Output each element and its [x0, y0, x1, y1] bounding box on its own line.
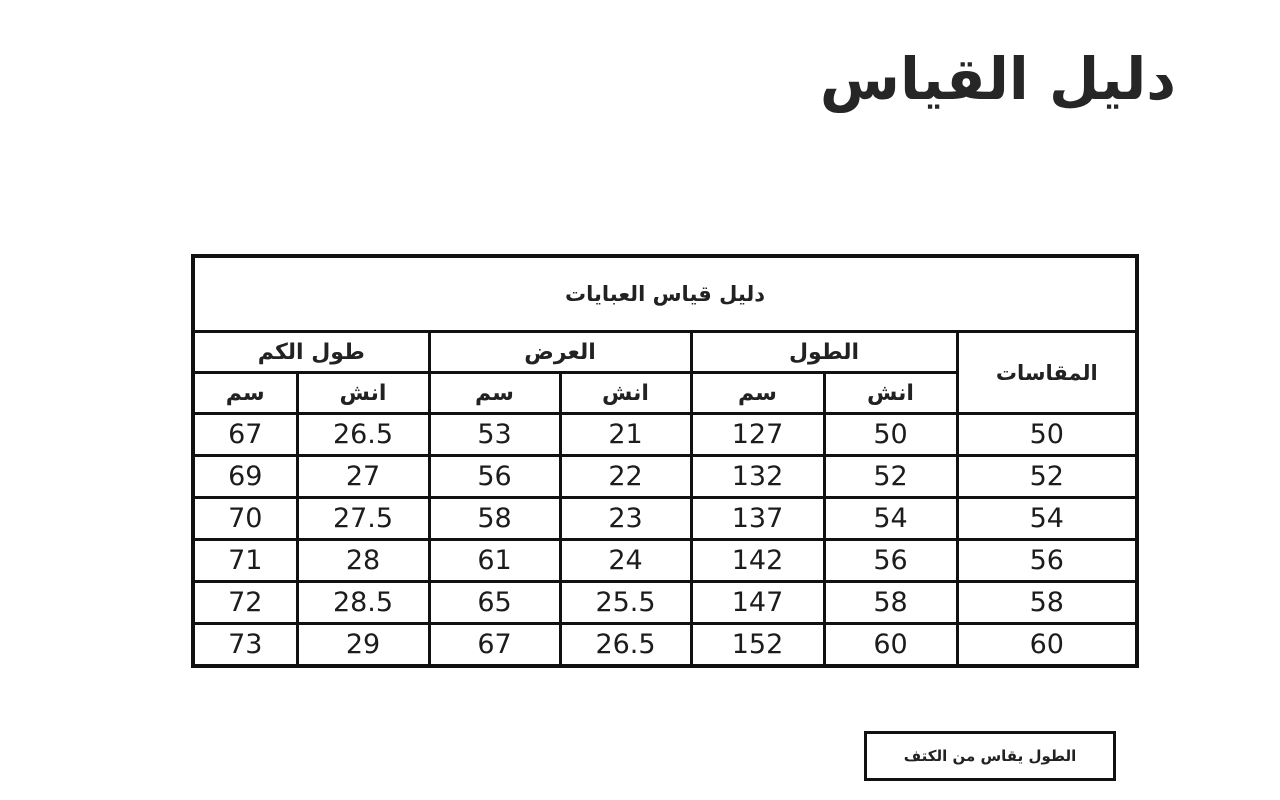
measurement-note: الطول يقاس من الكتف: [903, 747, 1077, 765]
header-sizes: المقاسات: [957, 332, 1137, 414]
unit-header-cm: سم: [193, 373, 297, 414]
length-cm-cell: 132: [691, 456, 824, 498]
width-cm-cell: 58: [429, 498, 560, 540]
sleeve-cm-cell: 69: [193, 456, 297, 498]
width-cm-cell: 65: [429, 582, 560, 624]
width-inch-cell: 24: [560, 540, 691, 582]
length-cm-cell: 142: [691, 540, 824, 582]
sleeve-inch-cell: 28: [297, 540, 429, 582]
size-cell: 52: [957, 456, 1137, 498]
table-row: [193, 624, 1137, 667]
measurement-note-box: [864, 731, 1116, 781]
sleeve-inch-cell: 27.5: [297, 498, 429, 540]
width-inch-cell: 26.5: [560, 624, 691, 667]
length-cm-cell: 147: [691, 582, 824, 624]
length-inch-cell: 56: [824, 540, 957, 582]
length-cm-cell: 137: [691, 498, 824, 540]
header-sleeve-length: طول الكم: [193, 332, 429, 373]
width-inch-cell: 22: [560, 456, 691, 498]
size-cell: 50: [957, 414, 1137, 456]
length-inch-cell: 52: [824, 456, 957, 498]
sleeve-cm-cell: 72: [193, 582, 297, 624]
unit-header-cm: سم: [429, 373, 560, 414]
length-inch-cell: 60: [824, 624, 957, 667]
length-inch-cell: 54: [824, 498, 957, 540]
size-cell: 56: [957, 540, 1137, 582]
width-cm-cell: 61: [429, 540, 560, 582]
sleeve-inch-cell: 28.5: [297, 582, 429, 624]
table-row: [193, 498, 1137, 540]
width-cm-cell: 56: [429, 456, 560, 498]
table-row: [193, 414, 1137, 456]
unit-header-inch: انش: [297, 373, 429, 414]
width-cm-cell: 67: [429, 624, 560, 667]
sleeve-cm-cell: 73: [193, 624, 297, 667]
unit-header-inch: انش: [824, 373, 957, 414]
width-cm-cell: 53: [429, 414, 560, 456]
table-row: [193, 456, 1137, 498]
length-inch-cell: 50: [824, 414, 957, 456]
width-inch-cell: 25.5: [560, 582, 691, 624]
table-row: [193, 540, 1137, 582]
unit-header-inch: انش: [560, 373, 691, 414]
sleeve-cm-cell: 70: [193, 498, 297, 540]
header-length: الطول: [691, 332, 957, 373]
table-caption: دليل قياس العبايات: [193, 256, 1137, 332]
group-header-row: [193, 332, 1137, 373]
length-cm-cell: 127: [691, 414, 824, 456]
unit-header-cm: سم: [691, 373, 824, 414]
length-inch-cell: 58: [824, 582, 957, 624]
sleeve-cm-cell: 71: [193, 540, 297, 582]
size-cell: 60: [957, 624, 1137, 667]
table-row: [193, 582, 1137, 624]
sleeve-inch-cell: 27: [297, 456, 429, 498]
page-title: دليل القياس: [819, 45, 1176, 113]
width-inch-cell: 21: [560, 414, 691, 456]
caption-row: [193, 256, 1137, 332]
sleeve-cm-cell: 67: [193, 414, 297, 456]
sleeve-inch-cell: 26.5: [297, 414, 429, 456]
header-width: العرض: [429, 332, 691, 373]
size-chart-table: [191, 254, 1139, 668]
length-cm-cell: 152: [691, 624, 824, 667]
size-cell: 54: [957, 498, 1137, 540]
sleeve-inch-cell: 29: [297, 624, 429, 667]
width-inch-cell: 23: [560, 498, 691, 540]
size-cell: 58: [957, 582, 1137, 624]
